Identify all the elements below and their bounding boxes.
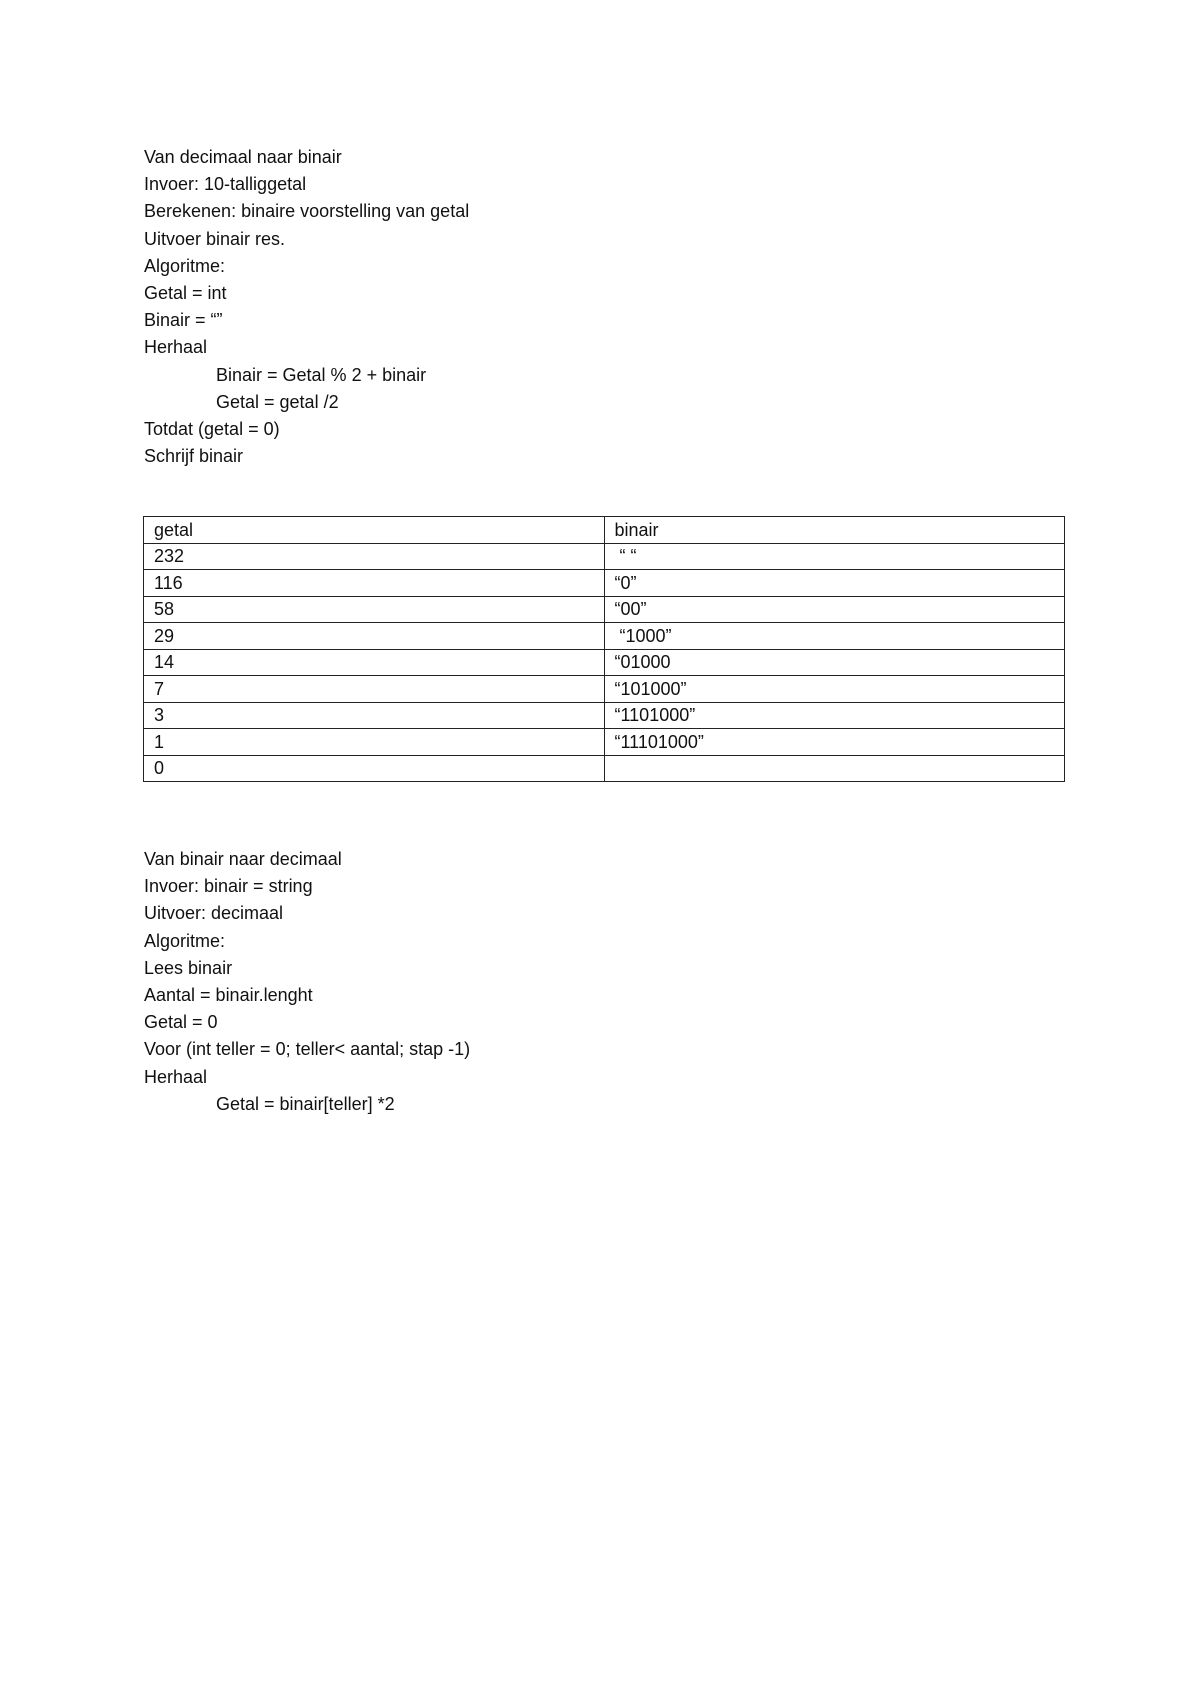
- header-cell-binair: binair: [604, 517, 1065, 544]
- table-row: [144, 676, 1065, 703]
- cell-binair: “11101000”: [604, 729, 1065, 756]
- cell-binair: “ “: [604, 543, 1065, 570]
- code-line: Herhaal: [144, 337, 208, 358]
- code-line: Lees binair: [144, 957, 233, 978]
- cell-getal: 3: [144, 702, 605, 729]
- table-row: [144, 729, 1065, 756]
- cell-getal: 14: [144, 649, 605, 676]
- table-row: [144, 543, 1065, 570]
- decimal-to-binary-section: [144, 144, 469, 470]
- code-line: Binair = “”: [144, 310, 223, 331]
- cell-binair: [604, 755, 1065, 782]
- compute-line: Berekenen: binaire voorstelling van getal: [144, 201, 470, 222]
- cell-getal: 0: [144, 755, 605, 782]
- conversion-table: [143, 516, 1065, 782]
- code-line-indented: Getal = getal /2: [216, 391, 339, 412]
- output-line: Uitvoer: decimaal: [144, 903, 284, 924]
- code-line: Aantal = binair.lenght: [144, 984, 313, 1005]
- cell-getal: 7: [144, 676, 605, 703]
- table-row: [144, 570, 1065, 597]
- table-header-row: [144, 517, 1065, 544]
- table-row: [144, 755, 1065, 782]
- code-line: Voor (int teller = 0; teller< aantal; stap -1): [144, 1039, 471, 1060]
- cell-binair: “101000”: [604, 676, 1065, 703]
- code-line: Herhaal: [144, 1066, 208, 1087]
- code-line-indented: Binair = Getal % 2 + binair: [216, 364, 427, 385]
- header-cell-getal: getal: [144, 517, 605, 544]
- cell-binair: “00”: [604, 596, 1065, 623]
- code-line: Getal = 0: [144, 1012, 218, 1033]
- algorithm-heading: Algoritme:: [144, 255, 226, 276]
- algorithm-heading: Algoritme:: [144, 930, 226, 951]
- cell-binair: “1000”: [604, 623, 1065, 650]
- code-line: Schrijf binair: [144, 446, 244, 467]
- output-line: Uitvoer binair res.: [144, 228, 286, 249]
- cell-getal: 29: [144, 623, 605, 650]
- cell-binair: “01000: [604, 649, 1065, 676]
- table-row: [144, 596, 1065, 623]
- table-row: [144, 649, 1065, 676]
- code-line: Totdat (getal = 0): [144, 418, 280, 439]
- section-title: Van binair naar decimaal: [144, 849, 342, 869]
- cell-getal: 58: [144, 596, 605, 623]
- cell-getal: 116: [144, 570, 605, 597]
- input-line: Invoer: 10-talliggetal: [144, 174, 307, 195]
- cell-binair: “0”: [604, 570, 1065, 597]
- table-row: [144, 702, 1065, 729]
- input-line: Invoer: binair = string: [144, 876, 313, 897]
- cell-getal: 232: [144, 543, 605, 570]
- cell-binair: “1101000”: [604, 702, 1065, 729]
- table-row: [144, 623, 1065, 650]
- code-line-indented: Getal = binair[teller] *2: [216, 1093, 395, 1114]
- code-line: Getal = int: [144, 282, 227, 303]
- cell-getal: 1: [144, 729, 605, 756]
- binary-to-decimal-section: [144, 846, 470, 1118]
- section-title: Van decimaal naar binair: [144, 147, 342, 167]
